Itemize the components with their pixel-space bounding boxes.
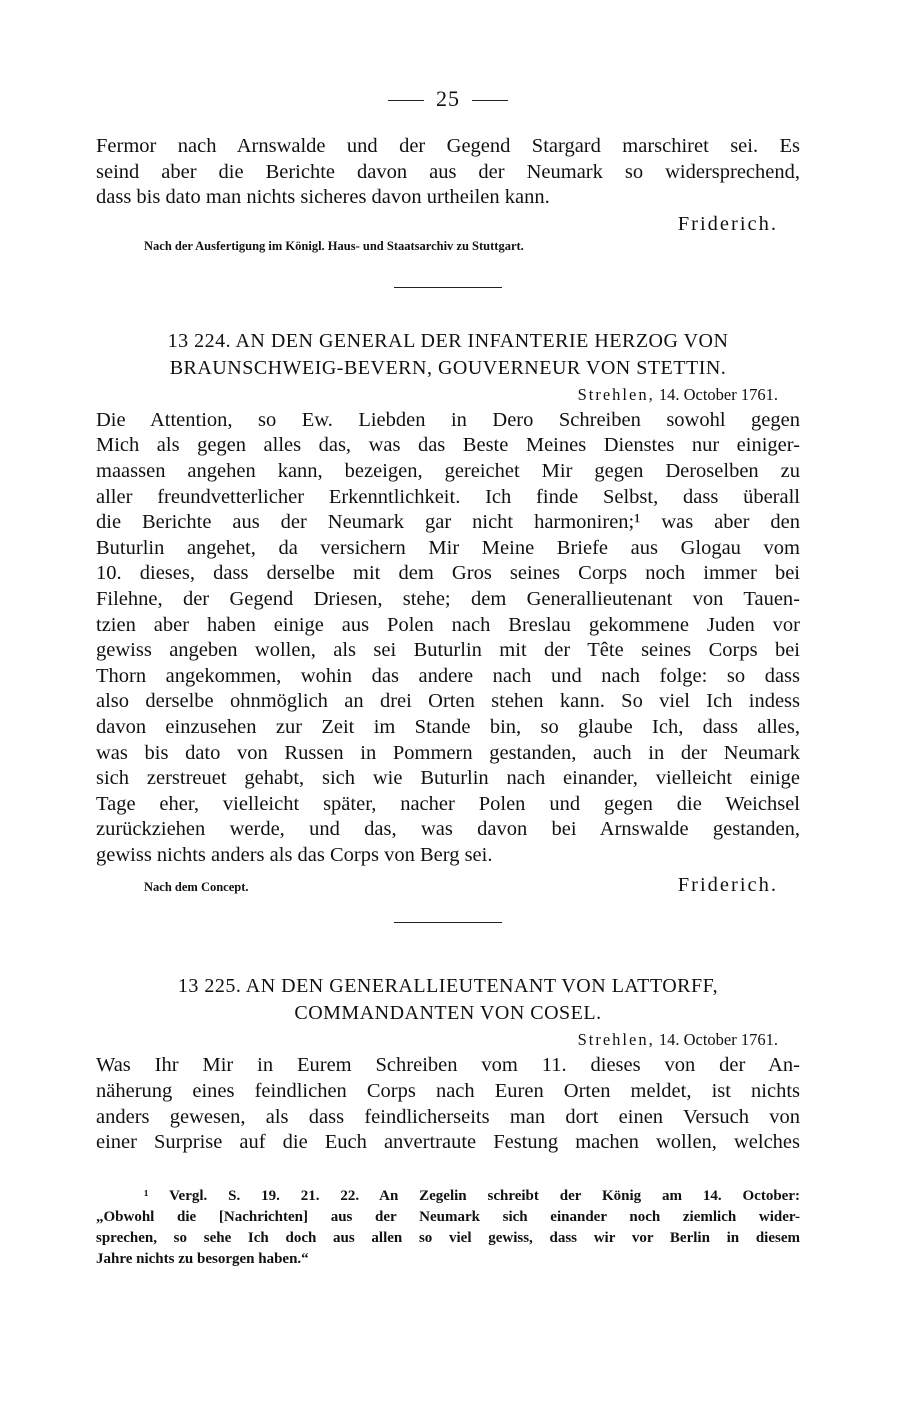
text-line: Fermor nach Arnswalde und der Gegend Stargard marschiret sei. Es	[96, 135, 800, 157]
text-line: Filehne, der Gegend Driesen, stehe; dem Generallieutenant von Tauen-	[96, 587, 800, 610]
continued-letter-text	[96, 134, 800, 211]
text-line: davon einzusehen zur Zeit im Stande bin, so glaube Ich, dass alles,	[96, 715, 800, 738]
text-line: näherung eines feindlichen Corps nach Euren Orten meldet, ist nichts	[96, 1080, 800, 1103]
document-page	[96, 84, 800, 1270]
text-line: sich zerstreuet gehabt, sich wie Buturlin nach einander, vielleicht einige	[96, 767, 800, 790]
text-line: Buturlin angehet, da versichern Mir Meine Briefe aus Glogau vom	[96, 536, 800, 559]
date-place: Strehlen,	[577, 384, 655, 404]
text-line: Was Ihr Mir in Eurem Schreiben vom 11. dieses von der An-	[96, 1054, 800, 1077]
text-line: also derselbe ohnmöglich an drei Orten stehen kann. So viel Ich indess	[96, 690, 800, 713]
letter-heading-line: BRAUNSCHWEIG-BEVERN, GOUVERNEUR VON STETTIN.	[169, 356, 727, 379]
source-note: Nach der Ausfertigung im Königl. Haus- und Staatsarchiv zu Stuttgart.	[144, 238, 524, 253]
footnotes	[96, 1186, 800, 1270]
page-number-text: 25	[436, 86, 460, 111]
footnote-line: „Obwohl die [Nachrichten] aus der Neumark sich einander noch ziemlich wider-	[96, 1208, 800, 1225]
letter-closing	[96, 872, 800, 898]
text-line: Die Attention, so Ew. Liebden in Dero Schreiben sowohl gegen	[96, 408, 800, 431]
text-line: was bis dato von Russen in Pommern gestanden, auch in der Neumark	[96, 741, 800, 764]
letter-body	[96, 408, 800, 869]
text-line: einer Surprise auf die Euch anvertraute Festung machen wollen, welches	[96, 1131, 800, 1154]
date-day: 14. October 1761.	[658, 384, 778, 404]
text-line: seind aber die Berichte davon aus der Neumark so widersprechend,	[96, 160, 800, 183]
source-note: Nach dem Concept.	[144, 880, 249, 895]
text-line: 10. dieses, dass derselbe mit dem Gros seines Corps noch immer bei	[96, 562, 800, 585]
letter-heading-line: COMMANDANTEN VON COSEL.	[294, 1002, 602, 1025]
letter-heading-line: 13 224. AN DEN GENERAL DER INFANTERIE HERZOG VON	[167, 329, 729, 352]
text-line: die Berichte aus der Neumark gar nicht harmoniren;¹ was aber den	[96, 511, 800, 534]
page-number-dash-right	[472, 100, 508, 101]
text-line: gewiss angeben wollen, als sei Buturlin mit der Tête seines Corps bei	[96, 639, 800, 662]
footnote-line: sprechen, so sehe Ich doch aus allen so viel gewiss, dass wir vor Berlin in diesem	[96, 1229, 800, 1246]
text-line: zurückziehen werde, und das, was davon bei Arnswalde gestanden,	[96, 818, 800, 841]
text-line: dass bis dato man nichts sicheres davon urtheilen kann.	[96, 186, 550, 209]
letter-heading	[96, 328, 800, 382]
text-line: Tage eher, vielleicht später, nacher Polen und gegen die Weichsel	[96, 792, 800, 815]
signature: Friderich.	[677, 212, 778, 235]
page-number	[96, 84, 800, 114]
text-line: aller freundvetterlicher Erkenntlichkeit. Ich finde Selbst, dass überall	[96, 485, 800, 508]
footnote-line: Jahre nichts zu besorgen haben.“	[96, 1250, 309, 1267]
text-line: tzien aber haben einige aus Polen nach Breslau gekommene Juden vor	[96, 613, 800, 636]
text-line: Mich als gegen alles das, was das Beste Meines Dienstes nur einiger-	[96, 434, 800, 457]
letter-heading	[96, 973, 800, 1027]
letter-heading-line: 13 225. AN DEN GENERALLIEUTENANT VON LATTORFF,	[177, 975, 719, 998]
footnote-line: ¹ Vergl. S. 19. 21. 22. An Zegelin schreibt der König am 14. October:	[144, 1187, 800, 1204]
date-place: Strehlen,	[577, 1030, 655, 1050]
text-line: maassen angehen kann, bezeigen, gereichet Mir gegen Deroselben zu	[96, 459, 800, 482]
page-number-dash-left	[388, 100, 424, 101]
text-line: Thorn angekommen, wohin das andere nach und nach folge: so dass	[96, 664, 800, 687]
date-day: 14. October 1761.	[658, 1030, 778, 1050]
letter-date	[96, 1027, 800, 1053]
signature: Friderich.	[677, 874, 778, 897]
text-line: gewiss nichts anders als das Corps von Berg sei.	[96, 843, 493, 866]
letter-body	[96, 1053, 800, 1155]
letter-date	[96, 382, 800, 408]
text-line: anders gewesen, als dass feindlicherseits man dort einen Versuch von	[96, 1105, 800, 1128]
